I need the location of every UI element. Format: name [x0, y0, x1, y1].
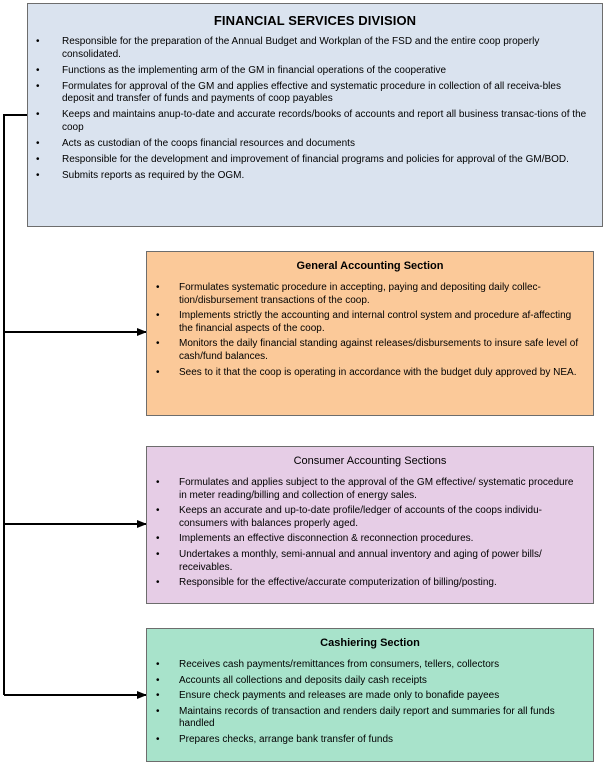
list-item: • Formulates and applies subject to the approval of the GM effective/ systematic procedure in meter reading/billing and collection of energy sales. — [179, 477, 579, 502]
section-responsibilities — [147, 659, 593, 747]
list-item: • Formulates systematic procedure in accepting, paying and depositing daily collec-tion/disbursement transactions of the coop. — [179, 282, 579, 307]
list-item: • Monitors the daily financial standing against releases/disbursements to insure safe level of cash/fund balances. — [179, 338, 579, 363]
list-item: • Receives cash payments/remittances from consumers, tellers, collectors — [179, 659, 579, 672]
division-title: FINANCIAL SERVICES DIVISION — [213, 13, 417, 28]
general-accounting-section-box — [146, 251, 594, 416]
list-item: • Responsible for the development and improvement of financial programs and policies for approval of the GM/BOD. — [62, 154, 588, 167]
list-item: • Functions as the implementing arm of the GM in financial operations of the cooperative — [62, 65, 588, 78]
list-item: • Formulates for approval of the GM and applies effective and systematic procedure in collection of all receiva-bles deposit and transfer of funds and payments of coop payables — [62, 81, 588, 106]
list-item: • Ensure check payments and releases are made only to bonafide payees — [179, 690, 579, 703]
section-responsibilities — [147, 477, 593, 590]
list-item: • Undertakes a monthly, semi-annual and annual inventory and aging of power bills/ receivables. — [179, 549, 579, 574]
consumer-accounting-section-box — [146, 446, 594, 604]
trunk-line — [4, 115, 27, 695]
section-title: Consumer Accounting Sections — [293, 455, 447, 467]
section-title: General Accounting Section — [296, 260, 444, 272]
division-responsibilities — [28, 36, 602, 182]
list-item: • Implements an effective disconnection & reconnection procedures. — [179, 533, 579, 546]
cashiering-section-box — [146, 628, 594, 762]
list-item: • Prepares checks, arrange bank transfer of funds — [179, 734, 579, 747]
list-item: • Submits reports as required by the OGM. — [62, 170, 588, 183]
list-item: • Responsible for the effective/accurate computerization of billing/posting. — [179, 577, 579, 590]
list-item: • Keeps an accurate and up-to-date profile/ledger of accounts of the coops individu-consumers with balances properly aged. — [179, 505, 579, 530]
list-item: • Accounts all collections and deposits daily cash receipts — [179, 675, 579, 688]
list-item: • Keeps and maintains anup-to-date and accurate records/books of accounts and report all business transac-tions of the coop — [62, 109, 588, 134]
list-item: • Maintains records of transaction and renders daily report and summaries for all funds handled — [179, 706, 579, 731]
section-responsibilities — [147, 282, 593, 379]
section-title: Cashiering Section — [320, 637, 420, 649]
list-item: • Acts as custodian of the coops financial resources and documents — [62, 138, 588, 151]
financial-services-division-box — [27, 3, 603, 227]
list-item: • Responsible for the preparation of the Annual Budget and Workplan of the FSD and the entire coop properly consolidated. — [62, 36, 588, 61]
list-item: • Sees to it that the coop is operating in accordance with the budget duly approved by NEA. — [179, 367, 579, 380]
list-item: • Implements strictly the accounting and internal control system and procedure af-affecting the financial aspects of the coop. — [179, 310, 579, 335]
